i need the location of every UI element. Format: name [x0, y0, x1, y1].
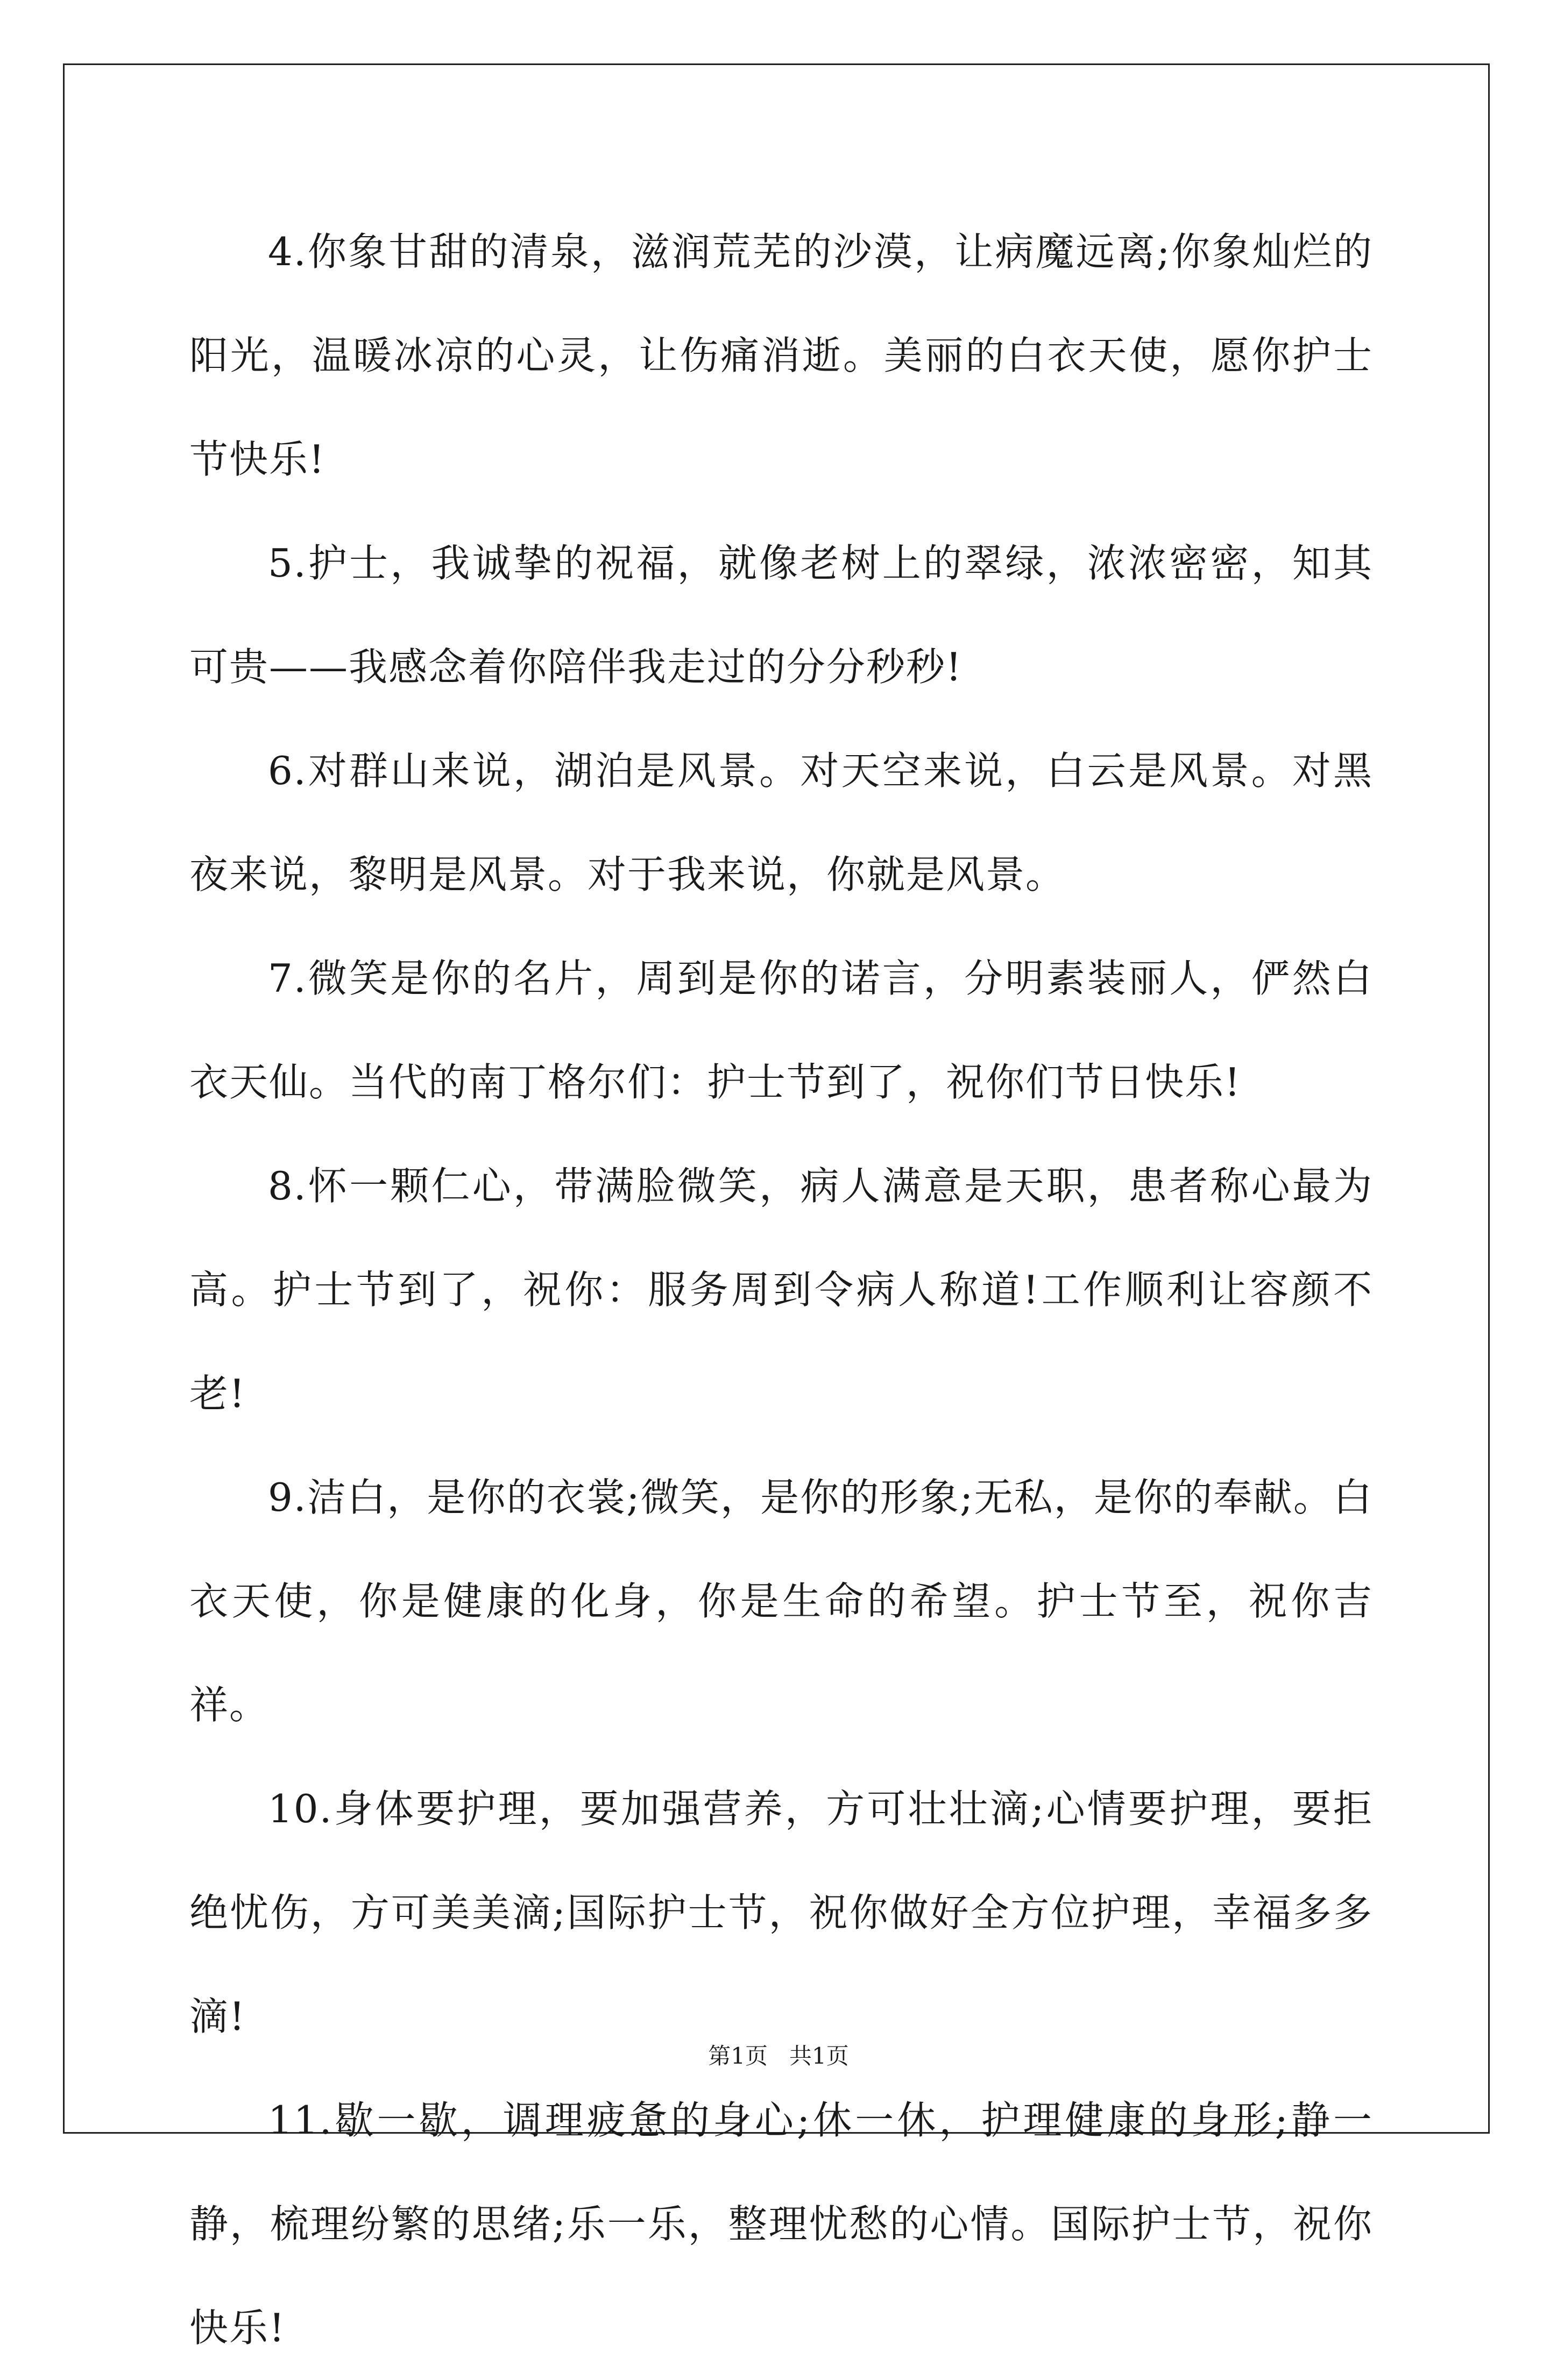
- paragraph-4: 4.你象甘甜的清泉，滋润荒芜的沙漠，让病魔远离;你象灿烂的阳光，温暖冰凉的心灵，让伤痛消逝。美丽的白衣天使，愿你护士节快乐!: [189, 229, 1373, 482]
- paragraph-8: 8.怀一颗仁心，带满脸微笑，病人满意是天职，患者称心最为高。护士节到了，祝你：服务周到令病人称道!工作顺利让容颜不老!: [189, 1163, 1373, 1416]
- paragraph-10: 10.身体要护理，要加强营养，方可壮壮滴;心情要护理，要拒绝忧伤，方可美美滴;国际护士节，祝你做好全方位护理，幸福多多滴!: [189, 1786, 1373, 2039]
- page-footer: 第1页 共1页: [708, 2043, 849, 2069]
- paragraph-5: 5.护士，我诚挚的祝福，就像老树上的翠绿，浓浓密密，知其可贵——我感念着你陪伴我走过的分分秒秒!: [189, 541, 1373, 690]
- paragraph-9: 9.洁白，是你的衣裳;微笑，是你的形象;无私，是你的奉献。白衣天使，你是健康的化身，你是生命的希望。护士节至，祝你吉祥。: [189, 1475, 1373, 1728]
- paragraph-6: 6.对群山来说，湖泊是风景。对天空来说，白云是风景。对黑夜来说，黎明是风景。对于我来说，你就是风景。: [189, 748, 1373, 897]
- paragraph-7: 7.微笑是你的名片，周到是你的诺言，分明素装丽人，俨然白衣天仙。当代的南丁格尔们：护士节到了，祝你们节日快乐!: [189, 956, 1373, 1105]
- paragraph-11: 11.歇一歇，调理疲惫的身心;休一休，护理健康的身形;静一静，梳理纷繁的思绪;乐一乐，整理忧愁的心情。国际护士节，祝你快乐!: [189, 2098, 1373, 2350]
